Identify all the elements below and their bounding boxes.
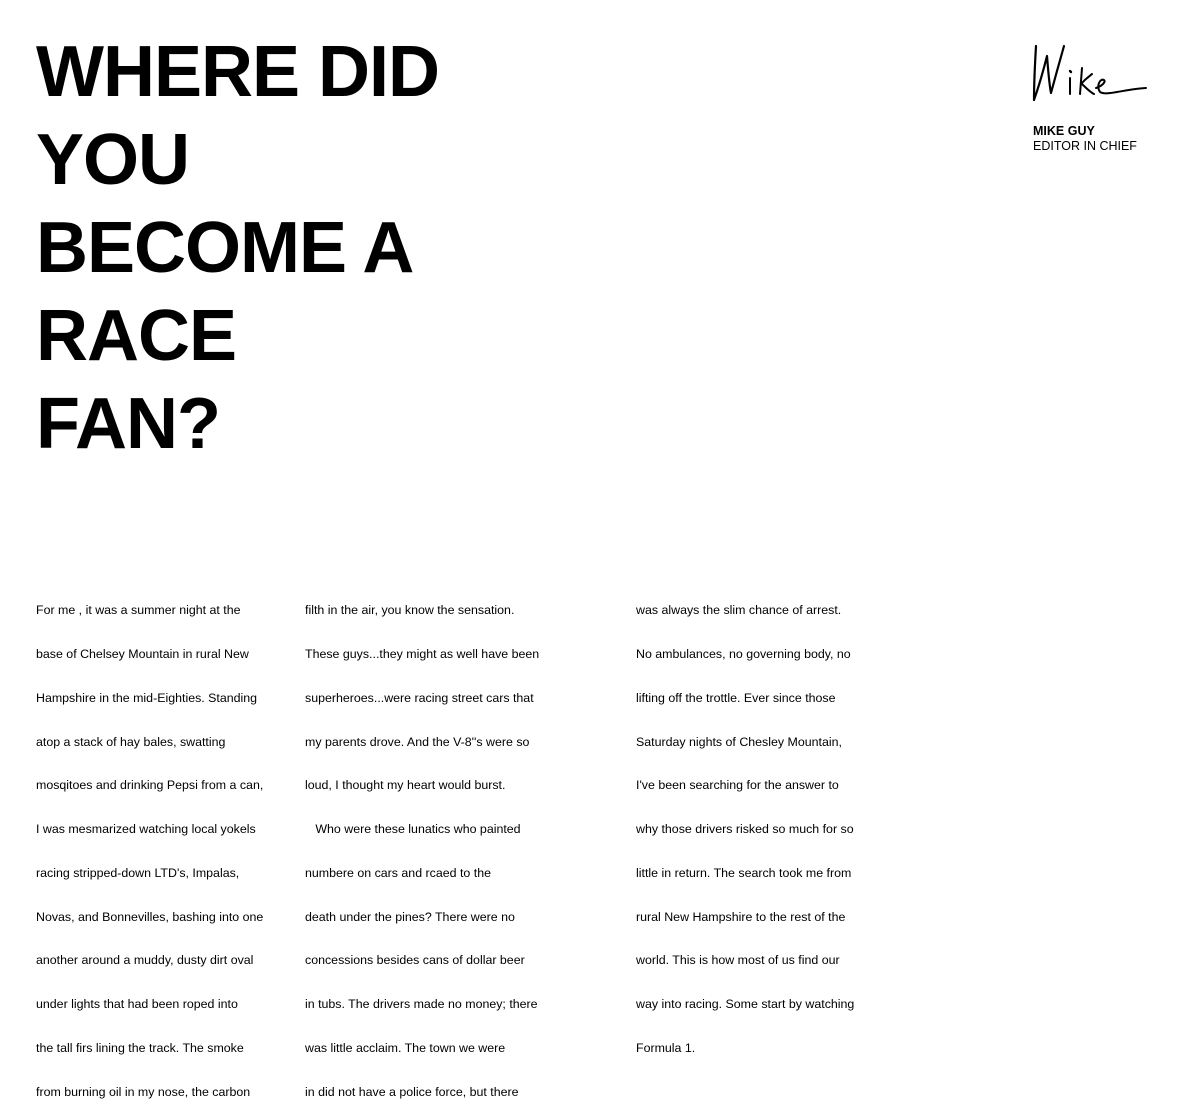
article-line: I've been searching for the answer to — [636, 778, 839, 793]
article-line: Formula 1. — [636, 1041, 696, 1055]
article-line: numbere on cars and rcaed to the — [305, 865, 491, 880]
article-line: from burning oil in my nose, the carbon — [36, 1084, 251, 1099]
article-line: Who were these lunatics who painted — [305, 822, 521, 837]
article-line: lifting off the trottle. Ever since those — [636, 690, 836, 705]
article-line: filth in the air, you know the sensation. — [305, 603, 515, 618]
article-line: in did not have a police force, but there — [305, 1084, 519, 1099]
article-line: was little acclaim. The town we were — [305, 1041, 506, 1055]
headline-line-5: FAN? — [36, 384, 220, 464]
article-line: atop a stack of hay bales, swatting — [36, 734, 226, 749]
signature-image — [1030, 38, 1150, 108]
article-line: another around a muddy, dusty dirt oval — [36, 953, 254, 968]
article-line: loud, I thought my heart would burst. — [305, 778, 506, 793]
headline-line-3: BECOME A — [36, 208, 414, 288]
article-line: mosqitoes and drinking Pepsi from a can, — [36, 778, 264, 793]
author-name: MIKE GUY — [1033, 124, 1095, 138]
article-line: base of Chelsey Mountain in rural New — [36, 646, 249, 661]
headline-line-1: WHERE DID — [36, 32, 439, 112]
article-line: superheroes...were racing street cars that — [305, 690, 534, 705]
article-line: under lights that had been roped into — [36, 997, 238, 1012]
article-line: Saturday nights of Chesley Mountain, — [636, 734, 842, 749]
author-role: EDITOR IN CHIEF — [1033, 139, 1137, 153]
article-column-1 — [36, 574, 263, 1114]
article-line: why those drivers risked so much for so — [636, 822, 854, 837]
article-line: little in return. The search took me from — [636, 865, 852, 880]
article-line: I was mesmarized watching local yokels — [36, 822, 256, 837]
article-line: Novas, and Bonnevilles, bashing into one — [36, 909, 264, 924]
article-column-2 — [305, 574, 539, 1114]
headline-line-4: RACE — [36, 296, 237, 376]
article-line: rural New Hampshire to the rest of the — [636, 909, 846, 924]
article-column-3 — [636, 574, 854, 1070]
article-line: racing stripped-down LTD's, Impalas, — [36, 865, 240, 880]
article-line: concessions besides cans of dollar beer — [305, 953, 525, 968]
headline-line-2: YOU — [36, 120, 190, 200]
article-line: death under the pines? There were no — [305, 909, 515, 924]
article-line: in tubs. The drivers made no money; there — [305, 997, 538, 1012]
article-line: Hampshire in the mid-Eighties. Standing — [36, 690, 258, 705]
headline — [36, 28, 596, 468]
article-line: was always the slim chance of arrest. — [636, 603, 842, 618]
article-line: world. This is how most of us find our — [636, 953, 840, 968]
article-line: For me , it was a summer night at the — [36, 603, 241, 618]
article-line: my parents drove. And the V-8''s were so — [305, 734, 530, 749]
article-line: the tall firs lining the track. The smoke — [36, 1041, 244, 1055]
article-line: These guys...they might as well have been — [305, 646, 540, 661]
article-line: No ambulances, no governing body, no — [636, 646, 851, 661]
article-line: way into racing. Some start by watching — [636, 997, 855, 1012]
author-byline — [1033, 124, 1137, 154]
